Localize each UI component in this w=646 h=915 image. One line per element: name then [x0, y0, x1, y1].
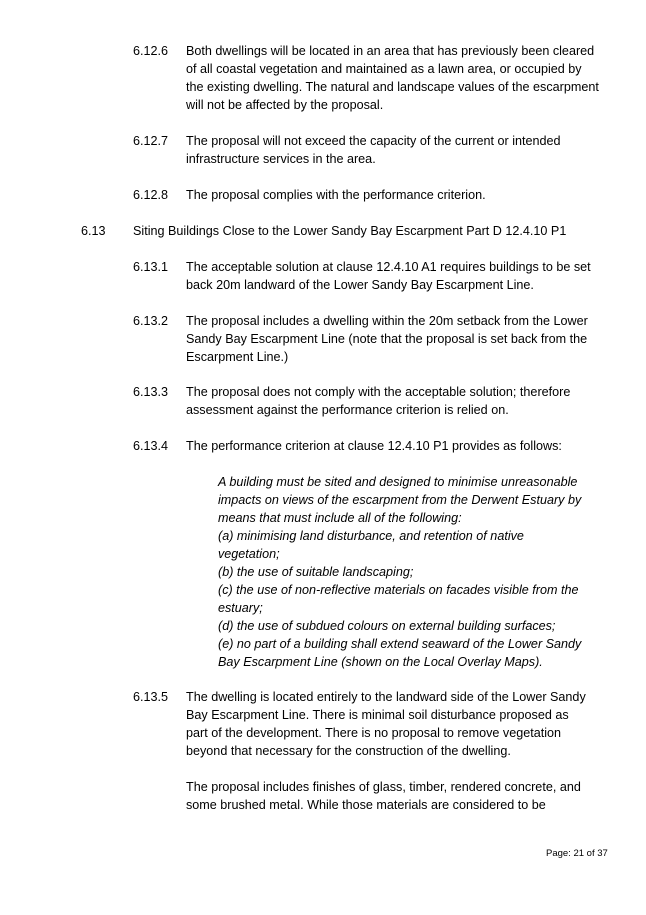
paragraph-line: back 20m landward of the Lower Sandy Bay Escarpment Line. — [186, 278, 534, 292]
paragraph-line: assessment against the performance criterion is relied on. — [186, 403, 509, 417]
section-heading: Siting Buildings Close to the Lower Sandy Bay Escarpment Part D 12.4.10 P1 — [133, 224, 567, 238]
quote-line: (d) the use of subdued colours on external building surfaces; — [218, 619, 556, 633]
paragraph-line: Escarpment Line.) — [186, 350, 289, 364]
paragraph-line: The proposal does not comply with the acceptable solution; therefore — [186, 385, 571, 399]
quote-line: (a) minimising land disturbance, and retention of native — [218, 529, 524, 543]
paragraph-line: The acceptable solution at clause 12.4.10 A1 requires buildings to be set — [186, 260, 591, 274]
paragraph-number: 6.13.3 — [133, 385, 169, 399]
paragraph-line: will not be affected by the proposal. — [186, 98, 384, 112]
paragraph-line: The proposal includes a dwelling within the 20m setback from the Lower — [186, 314, 588, 328]
paragraph-line: the existing dwelling. The natural and landscape values of the escarpment — [186, 80, 599, 94]
paragraph-line: The dwelling is located entirely to the landward side of the Lower Sandy — [186, 690, 586, 704]
paragraph-line: Both dwellings will be located in an area that has previously been cleared — [186, 44, 595, 58]
paragraph-line: some brushed metal. While those materials are considered to be — [186, 798, 546, 812]
quote-line: impacts on views of the escarpment from the Derwent Estuary by — [218, 493, 582, 507]
paragraph-number: 6.12.8 — [133, 188, 169, 202]
quote-line: estuary; — [218, 601, 263, 615]
quote-line: A building must be sited and designed to minimise unreasonable — [218, 475, 578, 489]
paragraph-number: 6.13.4 — [133, 439, 169, 453]
paragraph-line: The proposal will not exceed the capacity of the current or intended — [186, 134, 561, 148]
paragraph-number: 6.13.1 — [133, 260, 169, 274]
paragraph-line: beyond that necessary for the construction of the dwelling. — [186, 744, 511, 758]
paragraph-line: Bay Escarpment Line. There is minimal soil disturbance proposed as — [186, 708, 569, 722]
quote-line: (e) no part of a building shall extend seaward of the Lower Sandy — [218, 637, 582, 651]
page-number: Page: 21 of 37 — [546, 848, 608, 859]
quote-line: Bay Escarpment Line (shown on the Local Overlay Maps). — [218, 655, 543, 669]
paragraph-line: Sandy Bay Escarpment Line (note that the proposal is set back from the — [186, 332, 588, 346]
paragraph-number: 6.13.5 — [133, 690, 169, 704]
paragraph-line: infrastructure services in the area. — [186, 152, 376, 166]
paragraph-line: of all coastal vegetation and maintained as a lawn area, or occupied by — [186, 62, 582, 76]
section-number: 6.13 — [81, 224, 106, 238]
quote-line: (c) the use of non-reflective materials on facades visible from the — [218, 583, 579, 597]
paragraph-line: The proposal includes finishes of glass, timber, rendered concrete, and — [186, 780, 581, 794]
quote-line: vegetation; — [218, 547, 280, 561]
quote-line: (b) the use of suitable landscaping; — [218, 565, 414, 579]
quote-line: means that must include all of the following: — [218, 511, 462, 525]
paragraph-number: 6.12.7 — [133, 134, 169, 148]
paragraph-number: 6.13.2 — [133, 314, 169, 328]
paragraph-line: The proposal complies with the performance criterion. — [186, 188, 486, 202]
paragraph-line: part of the development. There is no proposal to remove vegetation — [186, 726, 562, 740]
paragraph-number: 6.12.6 — [133, 44, 169, 58]
paragraph-line: The performance criterion at clause 12.4.10 P1 provides as follows: — [186, 439, 562, 453]
